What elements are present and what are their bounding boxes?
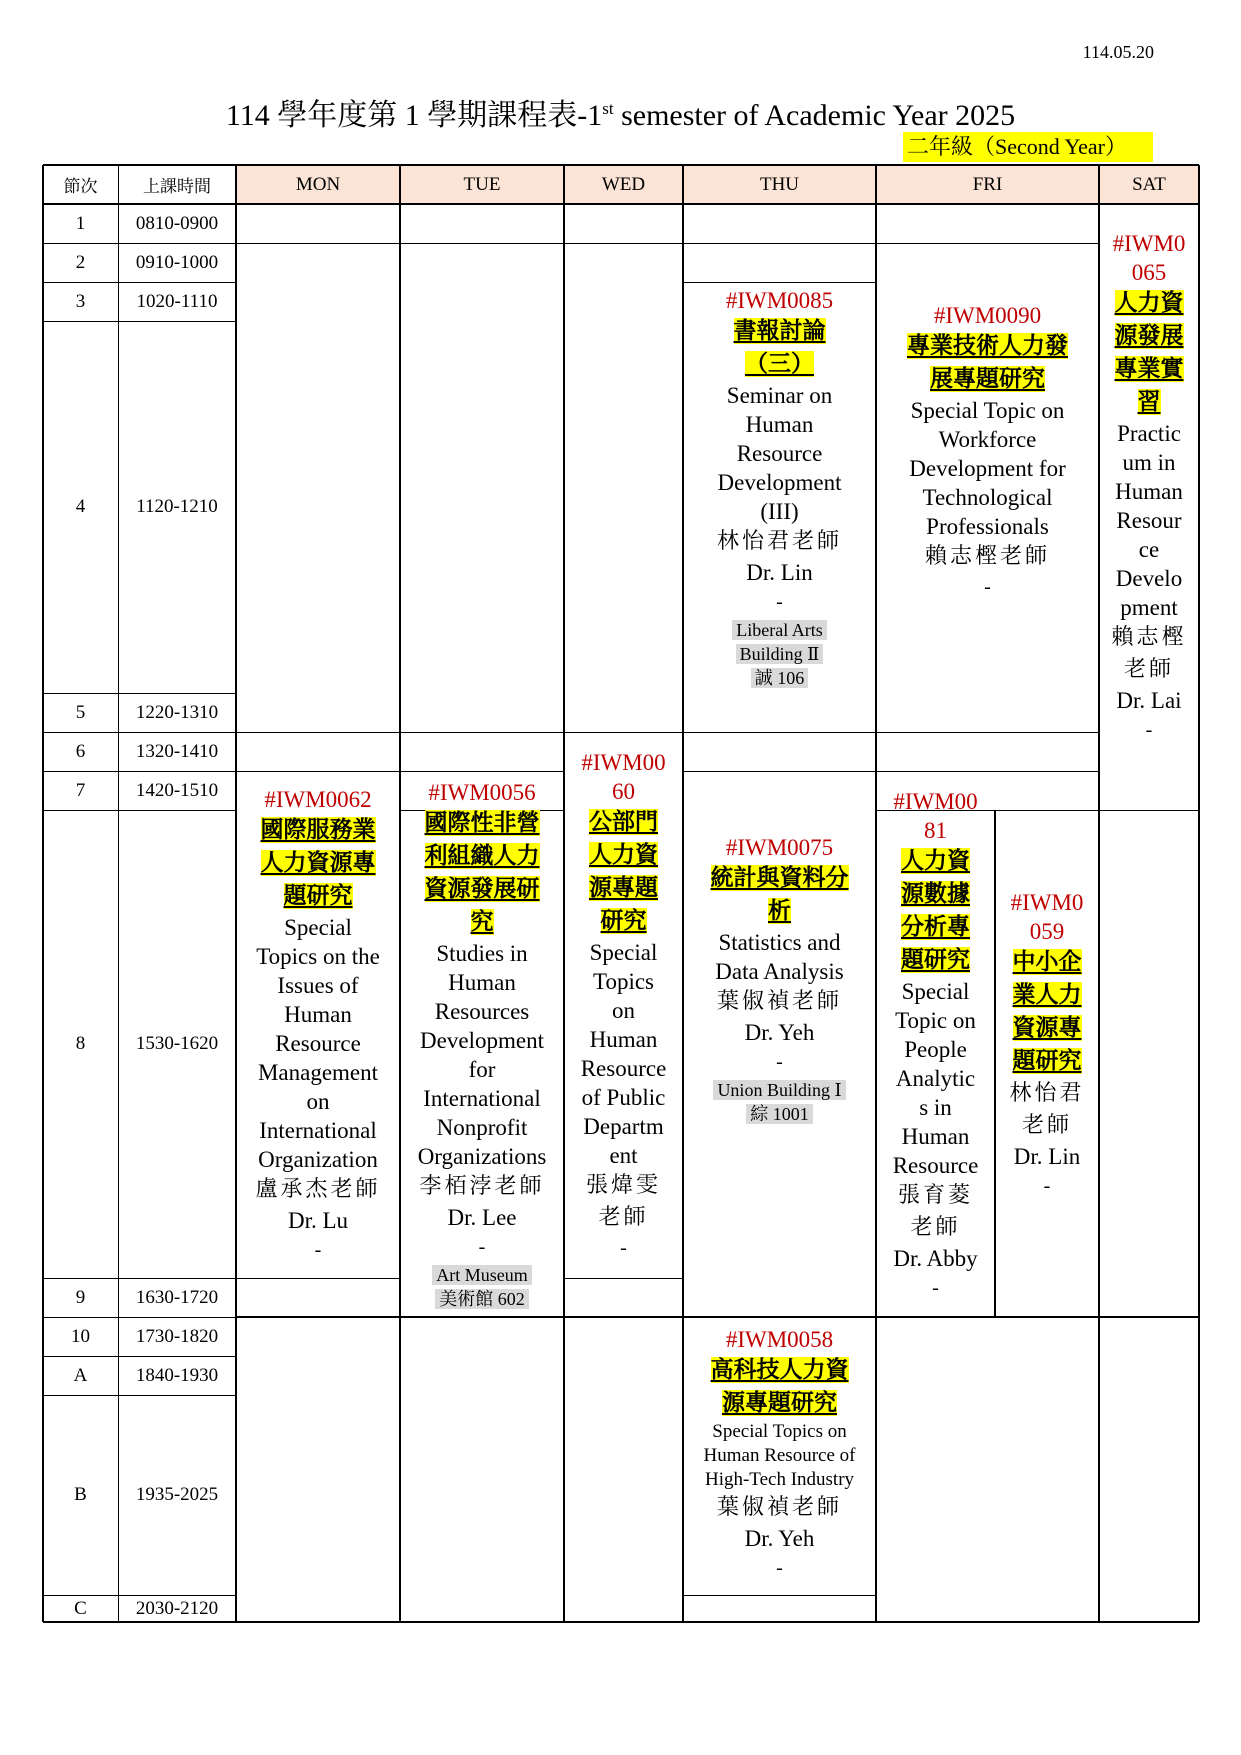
grid-line <box>43 203 1199 206</box>
period-number <box>43 1317 118 1356</box>
course-room-line <box>732 666 826 690</box>
period-time-value: 0910-1000 <box>135 251 219 273</box>
period-time <box>118 321 236 693</box>
timetable <box>43 165 1199 1622</box>
course-teacher-en: Dr. Yeh <box>744 1020 815 1045</box>
room-text: Union Building Ⅰ <box>713 1080 845 1100</box>
day-label: MON <box>295 173 341 195</box>
course-code: 065 <box>1131 260 1167 285</box>
course-title-en: Special Topic on <box>910 398 1065 423</box>
grid-line <box>43 282 236 283</box>
period-time-value: 1630-1720 <box>135 1286 219 1308</box>
course-teacher: 張煒雯 <box>585 1173 661 1198</box>
course-title-en: Special <box>589 940 658 965</box>
course-title-zh: 人力資 <box>589 842 658 868</box>
period-time-value: 1320-1410 <box>135 740 219 762</box>
course-title-en: on <box>612 998 635 1023</box>
period-no: A <box>73 1364 88 1386</box>
period-number <box>43 1278 118 1317</box>
course-title-en: International <box>259 1118 377 1143</box>
course-teacher: 老師 <box>598 1205 649 1230</box>
course-dash: - <box>984 576 991 598</box>
course-title-zh-line <box>284 880 353 913</box>
course-code: #IWM0085 <box>725 287 834 313</box>
course-title-en: Workforce <box>938 427 1037 452</box>
course-title-zh-line <box>1013 979 1082 1012</box>
course-title-zh: 統計與資料分 <box>710 865 849 891</box>
course-title-en: Technological <box>922 485 1053 510</box>
period-number <box>43 1595 118 1622</box>
course-teacher-en: Dr. Yeh <box>744 1526 815 1551</box>
period-time <box>118 771 236 810</box>
period-time <box>118 1595 236 1622</box>
course-code: #IWM0 <box>1010 890 1084 915</box>
course-teacher: 盧承杰老師 <box>255 1177 381 1202</box>
day-label: SAT <box>1132 173 1166 195</box>
course-title-en: for <box>468 1056 496 1082</box>
header-day-wed <box>564 165 683 204</box>
header-time-label: 上課時間 <box>143 177 211 197</box>
course-room-line <box>432 1263 532 1287</box>
course-title-zh-line <box>930 363 1045 396</box>
period-time-value: 1730-1820 <box>135 1325 219 1347</box>
course-title-en: Resource <box>736 440 823 466</box>
course-title-zh-line <box>425 873 540 906</box>
course-teacher: 老師 <box>1021 1113 1072 1138</box>
header-period-label: 節次 <box>63 177 98 197</box>
course-tue <box>400 771 564 1317</box>
period-number <box>43 321 118 693</box>
course-title-en: Seminar on <box>726 382 833 408</box>
course-title-en: Professionals <box>926 514 1049 539</box>
period-no: 8 <box>75 1033 86 1054</box>
header-period <box>43 165 118 204</box>
course-dash: - <box>1145 719 1153 741</box>
course-teacher: 葉俶禎老師 <box>716 989 842 1014</box>
period-time-value: 1020-1110 <box>136 290 218 312</box>
course-teacher: 林怡君 <box>1009 1081 1085 1106</box>
course-title-en: Special <box>284 915 352 940</box>
period-number <box>43 810 118 1278</box>
course-title-zh-line <box>907 330 1068 363</box>
course-title-zh-line <box>745 348 814 381</box>
course-title-en: Resource <box>892 1152 979 1178</box>
course-title-en: Develo <box>1115 566 1183 591</box>
course-room <box>713 1078 845 1126</box>
course-dash: - <box>620 1237 627 1259</box>
day-label: THU <box>759 173 800 195</box>
course-title-en: Resour <box>1116 508 1182 533</box>
period-time <box>118 1278 236 1317</box>
period-time <box>118 810 236 1278</box>
course-fri_a <box>876 771 995 1317</box>
course-title-en: Nonprofit <box>436 1114 528 1140</box>
course-dash: - <box>478 1235 486 1258</box>
course-code: #IWM0075 <box>725 835 834 860</box>
course-room-line <box>432 1287 532 1311</box>
period-time-value: 1420-1510 <box>135 779 219 801</box>
course-title-zh: 分析專 <box>901 913 970 940</box>
course-title-zh: 習 <box>1137 389 1161 415</box>
period-no: 10 <box>71 1325 90 1347</box>
course-title-zh: 析 <box>768 898 791 924</box>
course-title-en: Organizations <box>417 1143 547 1169</box>
course-room <box>432 1263 532 1311</box>
course-title-zh: 展專題研究 <box>930 366 1045 392</box>
course-title-zh: 人力資 <box>901 847 970 874</box>
period-time-value: 1530-1620 <box>135 1033 219 1054</box>
period-time <box>118 1395 236 1595</box>
course-title-en: Resource <box>580 1056 667 1081</box>
course-room-line <box>732 642 826 666</box>
period-no: 3 <box>75 290 86 312</box>
course-title-zh: 利組織人力 <box>424 842 540 869</box>
course-title-en: Development <box>717 469 842 495</box>
course-title-zh-line <box>261 847 376 880</box>
period-no: 9 <box>75 1286 86 1308</box>
course-title-zh-line <box>425 807 540 840</box>
period-time-value: 0810-0900 <box>135 212 219 234</box>
course-title-zh-line <box>734 315 826 348</box>
course-title-en: um in <box>1122 450 1176 475</box>
room-text: Liberal Arts <box>732 620 826 640</box>
course-teacher: 林怡君老師 <box>716 528 842 554</box>
course-title-zh-line <box>589 872 658 905</box>
period-number <box>43 693 118 732</box>
course-code: 059 <box>1029 919 1065 944</box>
course-title-en: ce <box>1138 537 1160 562</box>
grid-line <box>876 732 1099 733</box>
period-number <box>43 732 118 771</box>
course-title-en: Departm <box>583 1114 664 1139</box>
course-dash: - <box>776 1557 783 1579</box>
period-time-value: 1120-1210 <box>136 496 218 517</box>
course-title-zh: 高科技人力資 <box>710 1357 849 1383</box>
course-room-line <box>732 618 826 642</box>
course-title-zh: 中小企 <box>1012 949 1082 975</box>
course-title-zh: 題研究 <box>283 883 353 909</box>
course-dash: - <box>776 590 783 613</box>
day-label: WED <box>601 173 646 195</box>
header-day-sat <box>1099 165 1199 204</box>
grid-line <box>43 732 236 733</box>
course-title-zh-line <box>589 839 658 872</box>
course-title-zh: 書報討論 <box>733 317 826 344</box>
course-title-zh-line <box>425 840 540 873</box>
course-title-en: Human <box>745 411 814 437</box>
course-title-zh-line <box>589 806 658 839</box>
grid-line <box>43 693 236 694</box>
grid-line <box>43 243 236 244</box>
course-code: #IWM00 <box>581 750 666 775</box>
course-title-en: Human <box>284 1002 352 1027</box>
course-title-en: s in <box>919 1094 952 1120</box>
course-title-en: Special Topics on <box>712 1421 847 1442</box>
course-title-zh-line <box>1138 386 1161 419</box>
course-title-zh: 源發展 <box>1114 323 1184 349</box>
course-title-zh-line <box>768 895 791 928</box>
period-time-value: 1220-1310 <box>135 701 219 723</box>
course-title-en: Studies in <box>436 940 528 966</box>
course-dash: - <box>1043 1175 1051 1197</box>
day-label: TUE <box>463 173 501 195</box>
course-title-zh-line <box>901 911 970 944</box>
course-dash: - <box>314 1239 322 1261</box>
period-time <box>118 732 236 771</box>
period-time <box>118 204 236 243</box>
course-title-en: Human <box>1115 479 1183 504</box>
grid-line <box>683 243 876 244</box>
course-title-zh: 研究 <box>600 908 647 934</box>
grid-line <box>236 732 400 733</box>
course-title-en: Resources <box>434 998 530 1024</box>
period-number <box>43 243 118 282</box>
course-title-zh-line <box>901 845 970 878</box>
grid-line <box>43 810 236 811</box>
course-teacher-en: Dr. Lai <box>1116 688 1182 713</box>
period-no: C <box>74 1597 87 1619</box>
course-title-zh-line <box>901 878 970 911</box>
course-title-zh: 資源發展研 <box>424 875 540 902</box>
document-date: 114.05.20 <box>1082 42 1154 62</box>
header-day-mon <box>236 165 400 204</box>
grid-line <box>683 1595 876 1596</box>
grid-line <box>43 164 1199 167</box>
course-teacher: 葉俶禎老師 <box>716 1495 842 1520</box>
title-suffix: semester of Academic Year 2025 <box>613 99 1016 132</box>
course-title-en: Management <box>257 1060 379 1085</box>
course-title-en: Analytic <box>895 1065 976 1091</box>
course-title-zh-line <box>711 1354 849 1387</box>
course-title-en: (III) <box>760 498 799 524</box>
period-no: 6 <box>75 740 86 762</box>
day-label: FRI <box>972 173 1003 195</box>
grid-line <box>43 1395 236 1396</box>
period-time-value: 1935-2025 <box>135 1484 219 1505</box>
course-title-en: High-Tech Industry <box>704 1469 855 1490</box>
period-number <box>43 1395 118 1595</box>
course-title-zh-line <box>1013 1012 1082 1045</box>
course-title-en: Resource <box>275 1031 361 1056</box>
course-title-zh-line <box>901 944 970 977</box>
course-title-zh: 究 <box>470 908 494 935</box>
course-title-en: Special <box>901 978 970 1004</box>
period-no: 5 <box>75 701 86 723</box>
title-prefix: 114 學年度第 1 學期課程表-1 <box>225 99 603 132</box>
grid-line <box>400 243 564 244</box>
course-code: #IWM00 <box>893 788 978 814</box>
course-teacher-en: Dr. Lin <box>1013 1144 1081 1169</box>
period-number <box>43 771 118 810</box>
grid-line <box>43 771 236 772</box>
period-no: 7 <box>75 779 86 801</box>
course-dash: - <box>776 1051 783 1073</box>
course-title-zh: 源專題研究 <box>722 1390 837 1416</box>
course-fri_b <box>995 771 1099 1317</box>
year-tag: 二年級（Second Year） <box>903 132 1153 162</box>
grid-line <box>683 732 876 733</box>
course-title-en: Development for <box>909 456 1066 481</box>
course-teacher: 李栢浡老師 <box>419 1173 545 1199</box>
course-teacher-en: Dr. Lin <box>746 559 813 585</box>
course-room-line <box>713 1102 845 1126</box>
course-title-en: Data Analysis <box>715 959 844 984</box>
course-title-zh: 國際服務業 <box>260 817 376 843</box>
header-day-tue <box>400 165 564 204</box>
period-number <box>43 1356 118 1395</box>
course-code: 81 <box>924 817 947 843</box>
title-sup: st <box>602 99 614 118</box>
header-time <box>118 165 236 204</box>
course-title-zh-line <box>1115 353 1184 386</box>
grid-line <box>42 165 45 1622</box>
period-time <box>118 693 236 732</box>
period-no: 4 <box>75 496 86 517</box>
course-teacher: 賴志樫 <box>1111 625 1187 650</box>
grid-line <box>564 243 683 244</box>
period-no: B <box>74 1484 87 1505</box>
course-teacher: 老師 <box>910 1214 961 1240</box>
course-sat <box>1099 228 1199 745</box>
course-title-en: Human <box>448 969 516 995</box>
course-title-zh-line <box>1013 946 1082 979</box>
course-mon <box>236 771 400 1278</box>
course-thu_evening <box>683 1317 876 1590</box>
course-title-zh: 源數據 <box>901 880 970 907</box>
course-title-zh-line <box>1115 320 1184 353</box>
course-teacher: 張育菱 <box>897 1182 973 1208</box>
course-thu_morning <box>683 282 876 693</box>
course-teacher-en: Dr. Abby <box>893 1245 978 1271</box>
period-time <box>118 1317 236 1356</box>
course-title-zh: 業人力 <box>1012 982 1082 1008</box>
course-title-zh-line <box>711 862 849 895</box>
room-text: 綜 1001 <box>746 1104 813 1124</box>
page-title <box>0 90 1241 134</box>
course-code: 60 <box>612 779 635 804</box>
course-title-en: Human <box>589 1027 658 1052</box>
grid-line <box>400 732 564 733</box>
period-no: 2 <box>75 251 86 273</box>
course-fri_morning <box>876 282 1099 620</box>
course-title-zh-line <box>1115 287 1184 320</box>
grid-line <box>43 1278 236 1279</box>
course-teacher: 老師 <box>1123 657 1174 682</box>
course-title-zh: 專業技術人力發 <box>907 333 1068 359</box>
course-code: #IWM0062 <box>264 787 372 812</box>
grid-line <box>43 1356 236 1357</box>
course-title-zh: 人力資源專 <box>260 850 376 876</box>
room-text: 美術館 602 <box>435 1289 529 1309</box>
grid-line <box>876 243 1099 244</box>
course-title-zh: 題研究 <box>1012 1048 1082 1074</box>
course-title-zh: 公部門 <box>589 809 658 835</box>
course-title-en: Issues of <box>277 973 359 998</box>
course-room-line <box>713 1078 845 1102</box>
period-time <box>118 282 236 321</box>
period-time <box>118 1356 236 1395</box>
period-time-value: 2030-2120 <box>135 1597 219 1619</box>
course-title-zh-line <box>1013 1045 1082 1078</box>
period-no: 1 <box>75 212 86 234</box>
course-code: #IWM0056 <box>428 779 536 805</box>
course-title-en: People <box>904 1036 967 1062</box>
course-title-en: Practic <box>1117 421 1181 446</box>
course-teacher-en: Dr. Lu <box>287 1208 349 1233</box>
grid-line <box>43 1317 236 1318</box>
course-dash: - <box>932 1276 939 1299</box>
room-text: Building Ⅱ <box>736 644 824 664</box>
grid-line <box>43 321 236 322</box>
course-title-zh: 題研究 <box>901 946 970 973</box>
course-title-en: Statistics and <box>718 930 841 955</box>
course-title-en: Development <box>420 1027 544 1053</box>
course-title-en: Human <box>901 1123 970 1149</box>
course-thu_afternoon <box>683 771 876 1188</box>
course-title-en: Topics on the <box>256 944 380 969</box>
course-code: #IWM0058 <box>725 1327 834 1352</box>
course-title-en: ent <box>609 1143 638 1168</box>
period-time-value: 1840-1930 <box>135 1364 219 1386</box>
course-title-en: Topic on <box>895 1007 976 1033</box>
course-code: #IWM0090 <box>933 303 1042 328</box>
grid-line <box>1099 810 1199 811</box>
grid-line <box>43 1621 1199 1624</box>
period-time <box>118 243 236 282</box>
course-title-en: on <box>306 1089 330 1114</box>
course-teacher-en: Dr. Lee <box>447 1204 517 1230</box>
course-title-zh: 專業實 <box>1114 356 1184 382</box>
course-title-en: pment <box>1120 595 1178 620</box>
room-text: 誠 106 <box>751 668 809 688</box>
grid-line <box>236 243 400 244</box>
course-code: #IWM0 <box>1112 231 1186 256</box>
course-title-en: Topics <box>593 969 654 994</box>
course-teacher: 賴志樫老師 <box>924 544 1050 569</box>
course-title-zh: 人力資 <box>1114 290 1184 316</box>
course-wed <box>564 732 683 1278</box>
course-title-en: Organization <box>258 1147 378 1172</box>
course-title-zh-line <box>722 1387 837 1420</box>
course-title-zh: （三） <box>745 350 814 377</box>
course-title-en: Human Resource of <box>703 1445 856 1466</box>
header-day-thu <box>683 165 876 204</box>
course-title-zh: 國際性非營 <box>424 809 540 836</box>
course-room <box>732 618 826 690</box>
course-title-en: International <box>423 1085 541 1111</box>
course-title-zh-line <box>601 905 647 938</box>
header-day-fri <box>876 165 1099 204</box>
grid-line <box>118 165 119 1622</box>
period-number <box>43 204 118 243</box>
course-title-zh-line <box>471 906 494 939</box>
course-title-zh-line <box>261 814 376 847</box>
course-title-zh: 源專題 <box>589 875 658 901</box>
period-number <box>43 282 118 321</box>
course-title-zh: 資源專 <box>1012 1015 1082 1041</box>
grid-line <box>43 1595 236 1596</box>
room-text: Art Museum <box>432 1265 532 1285</box>
course-title-en: of Public <box>581 1085 666 1110</box>
